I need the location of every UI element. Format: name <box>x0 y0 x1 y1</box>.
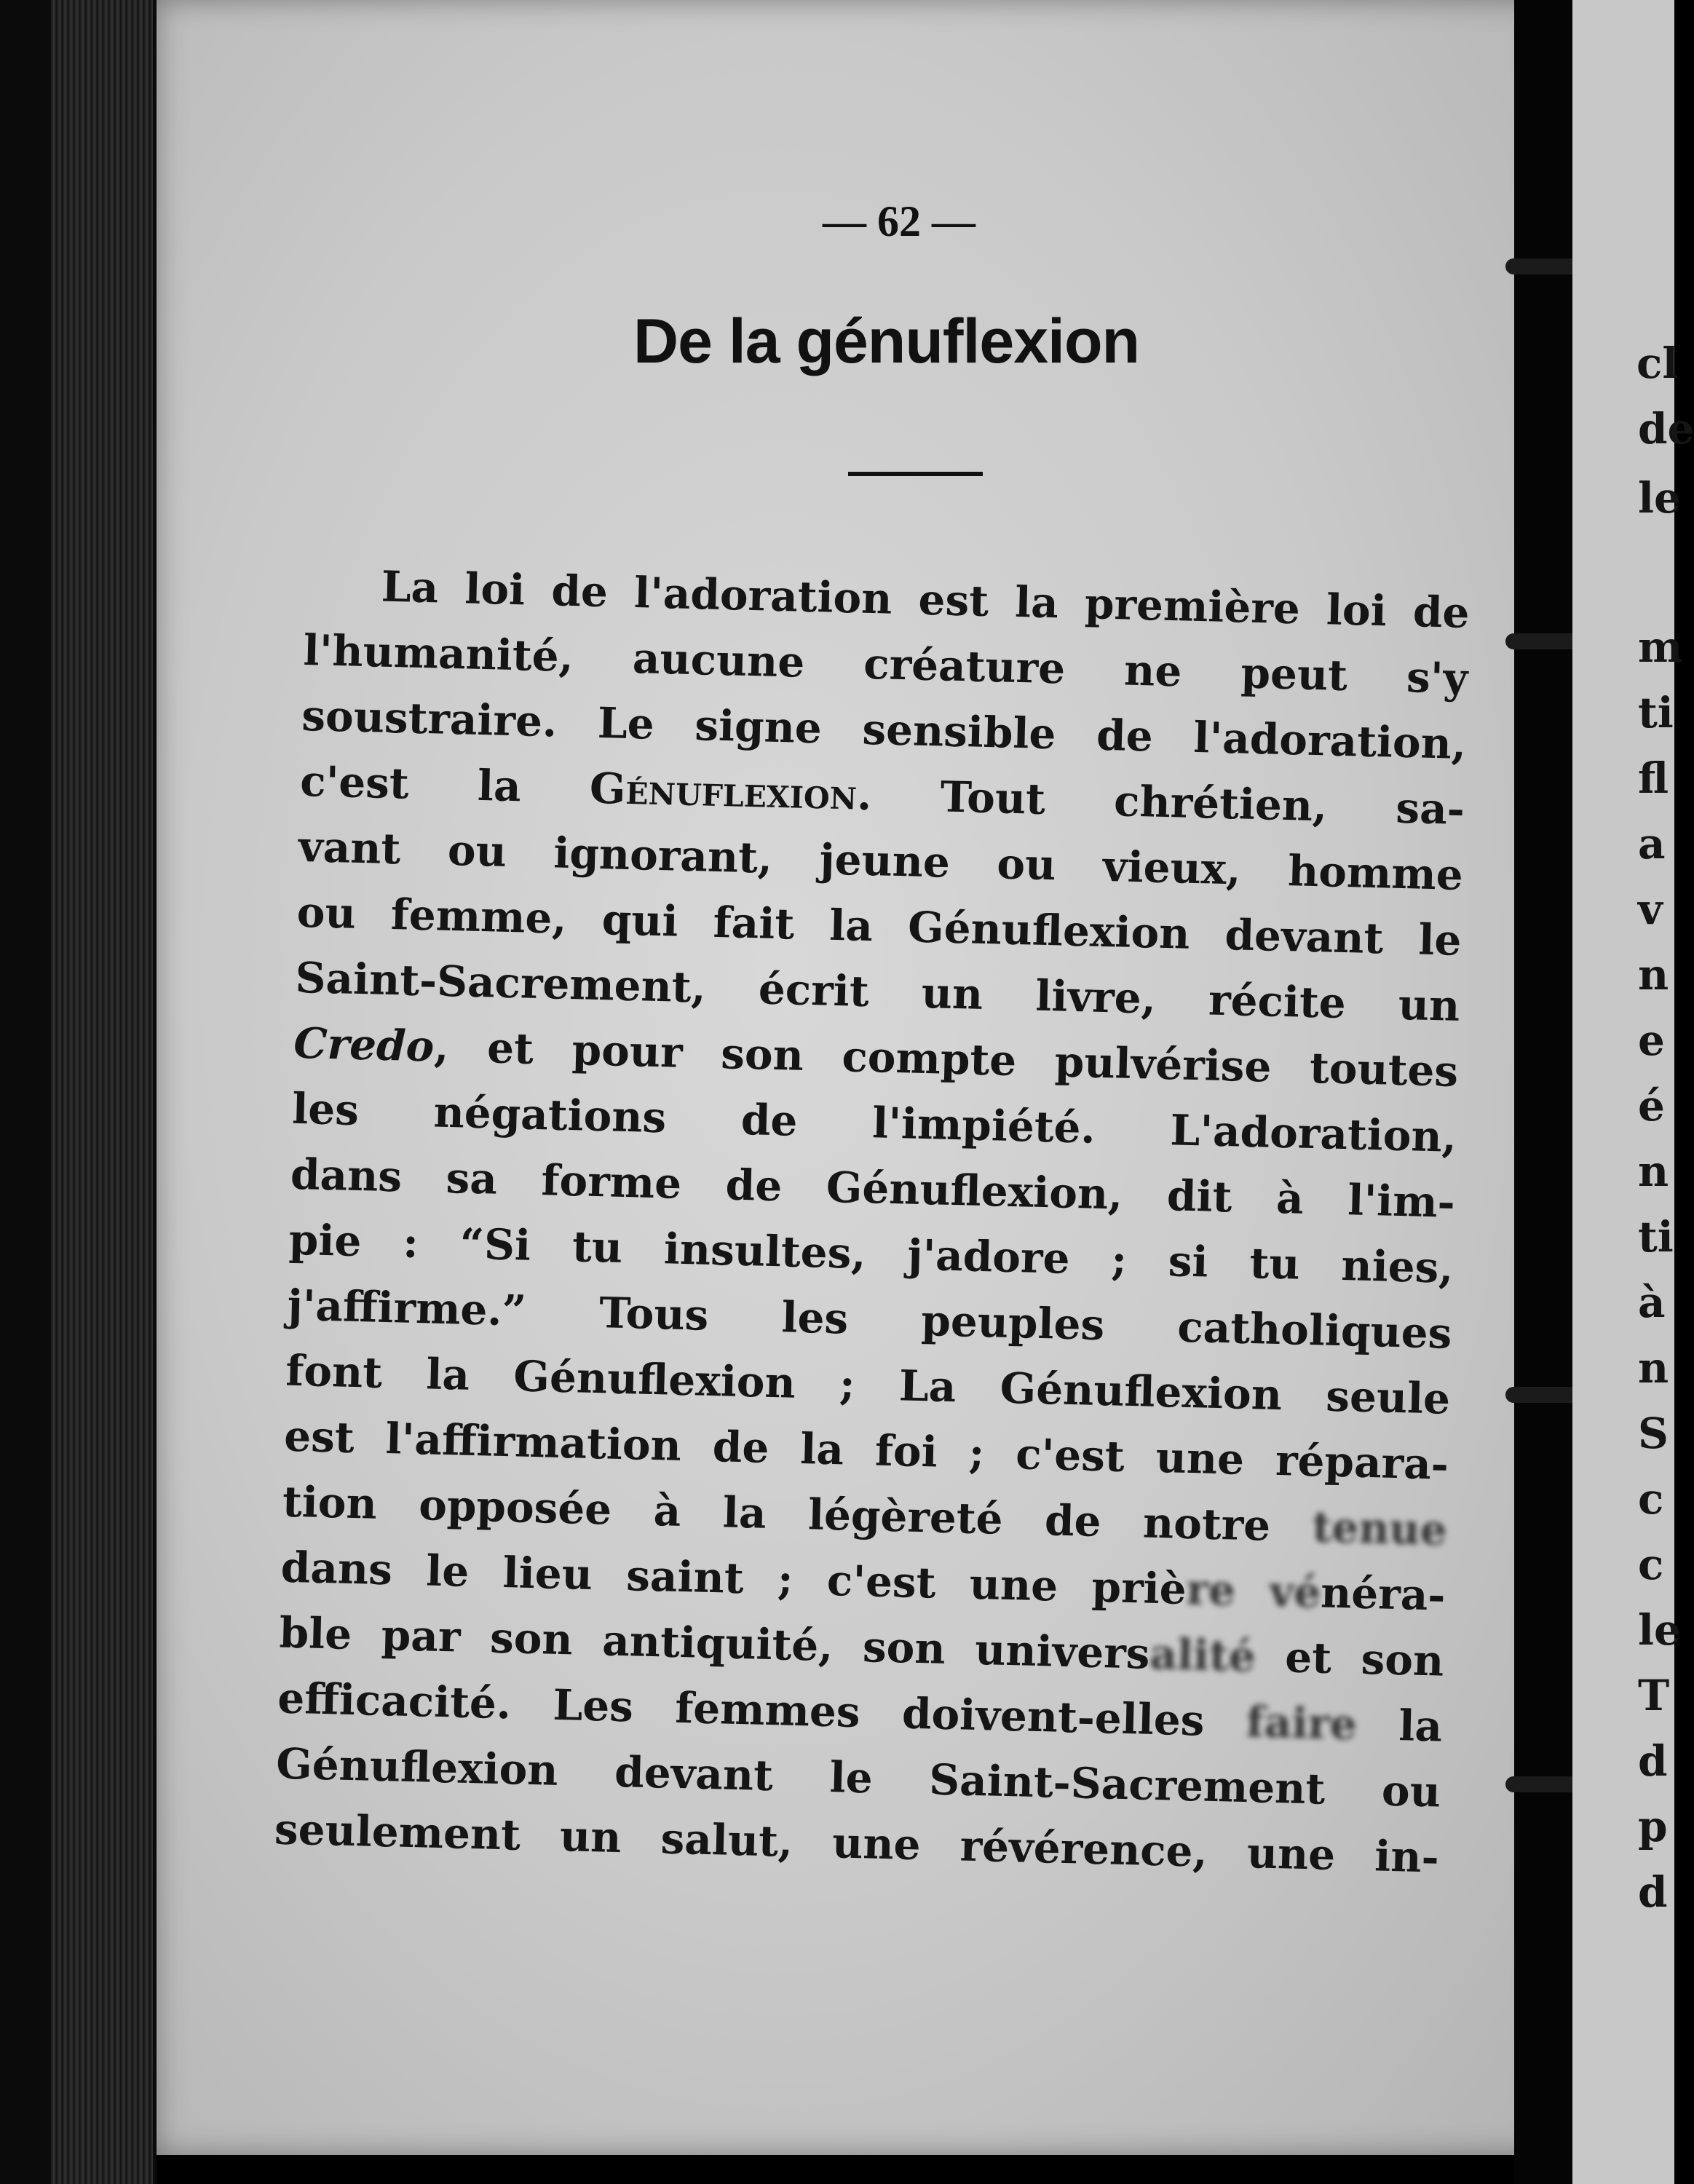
text-line: Saint-Sacrement, écrit un livre, récite un <box>294 952 1461 1031</box>
italic-term: Credo <box>293 1018 435 1072</box>
facing-page-fragment: n <box>1638 1343 1669 1393</box>
text-fragment: c'est la <box>299 756 590 813</box>
text-line: seulement un salut, une révérence, une in- <box>274 1804 1440 1883</box>
book-gutter <box>1514 0 1572 2184</box>
facing-page-fragment: cl <box>1636 339 1679 388</box>
page-title: De la génuflexion <box>633 306 1140 376</box>
facing-page-fragment: le <box>1638 473 1681 523</box>
text-fragment: efficacité. Les femmes doivent-elles <box>277 1673 1247 1747</box>
facing-page-fragment: de <box>1638 404 1694 454</box>
body-paragraph <box>274 552 1471 1891</box>
text-line: font la Génuflexion ; La Génuflexion seule <box>285 1345 1451 1424</box>
binding-thread <box>1505 1776 1581 1792</box>
facing-page-fragment: T <box>1638 1671 1670 1720</box>
title-rule <box>848 472 983 476</box>
text-line: soustraire. Le signe sensible de l'adoration, <box>301 690 1467 769</box>
facing-page-fragment: ti <box>1638 688 1674 737</box>
text-line: Génuflexion devant le Saint-Sacrement ou <box>275 1738 1441 1817</box>
facing-page-fragment: e <box>1638 1016 1665 1065</box>
facing-page-fragment: é <box>1638 1081 1665 1131</box>
text-line: La loi de l'adoration est la première loi de <box>381 561 1471 638</box>
facing-page-fragment: le <box>1638 1605 1681 1655</box>
facing-page-fragment: d <box>1638 1736 1668 1786</box>
facing-page-fragment: v <box>1638 885 1663 934</box>
facing-page-fragment: S <box>1638 1409 1669 1458</box>
text-line: est l'affirmation de la foi ; c'est une répara- <box>283 1411 1449 1489</box>
facing-page-fragment: p <box>1638 1802 1668 1851</box>
text-line: l'humanité, aucune créature ne peut s'y <box>302 625 1469 704</box>
faded-text: tenue <box>1311 1502 1448 1555</box>
text-line: dans sa forme de Génuflexion, dit à l'im- <box>290 1149 1456 1227</box>
text-fragment: tion opposée à la légèreté de notre <box>282 1476 1313 1552</box>
text-fragment: , et pour son compte pulvérise toutes <box>433 1021 1459 1096</box>
text-fragment: ble par son antiquité, son univers <box>278 1607 1151 1679</box>
binding-thread <box>1505 258 1581 274</box>
facing-page-fragment: c <box>1638 1474 1664 1524</box>
binding-thread <box>1505 1387 1581 1403</box>
text-line: pie : “Si tu insultes, j'adore ; si tu nies, <box>288 1214 1454 1293</box>
facing-page-fragment: a <box>1638 819 1666 869</box>
facing-page-fragment: fl <box>1638 753 1669 803</box>
facing-page-fragment: ti <box>1638 1212 1674 1262</box>
faded-text: alité <box>1149 1629 1256 1682</box>
binding-thread <box>1505 633 1581 649</box>
faded-text: faire <box>1246 1697 1358 1749</box>
facing-page-fragment: à <box>1638 1278 1666 1327</box>
text-fragment: dans le lieu saint ; c'est une priè <box>280 1542 1187 1614</box>
small-caps-term: Génuflexion. <box>589 763 873 820</box>
facing-page-fragment: n <box>1638 950 1669 1000</box>
page-edges <box>51 0 153 2184</box>
facing-page-fragment: m <box>1638 622 1683 672</box>
facing-page-fragment: n <box>1638 1147 1669 1196</box>
facing-page-fragment: c <box>1638 1540 1664 1589</box>
text-line: j'affirme.” Tous les peuples catholiques <box>286 1280 1453 1358</box>
facing-page-edge <box>1572 0 1694 2184</box>
faded-text: re vé <box>1185 1564 1322 1618</box>
text-line: ou femme, qui fait la Génuflexion devant le <box>296 887 1463 965</box>
facing-page-fragment: d <box>1638 1867 1668 1917</box>
text-fragment: néra- <box>1320 1567 1446 1621</box>
page-number: — 62 — <box>823 197 975 245</box>
text-fragment: Tout chrétien, sa- <box>871 770 1465 834</box>
text-fragment: et son <box>1254 1631 1445 1686</box>
text-fragment: la <box>1356 1699 1443 1752</box>
book-binding <box>0 0 157 2184</box>
text-line: vant ou ignorant, jeune ou vieux, homme <box>298 821 1464 900</box>
text-line: les négations de l'impiété. L'adoration, <box>291 1083 1457 1162</box>
